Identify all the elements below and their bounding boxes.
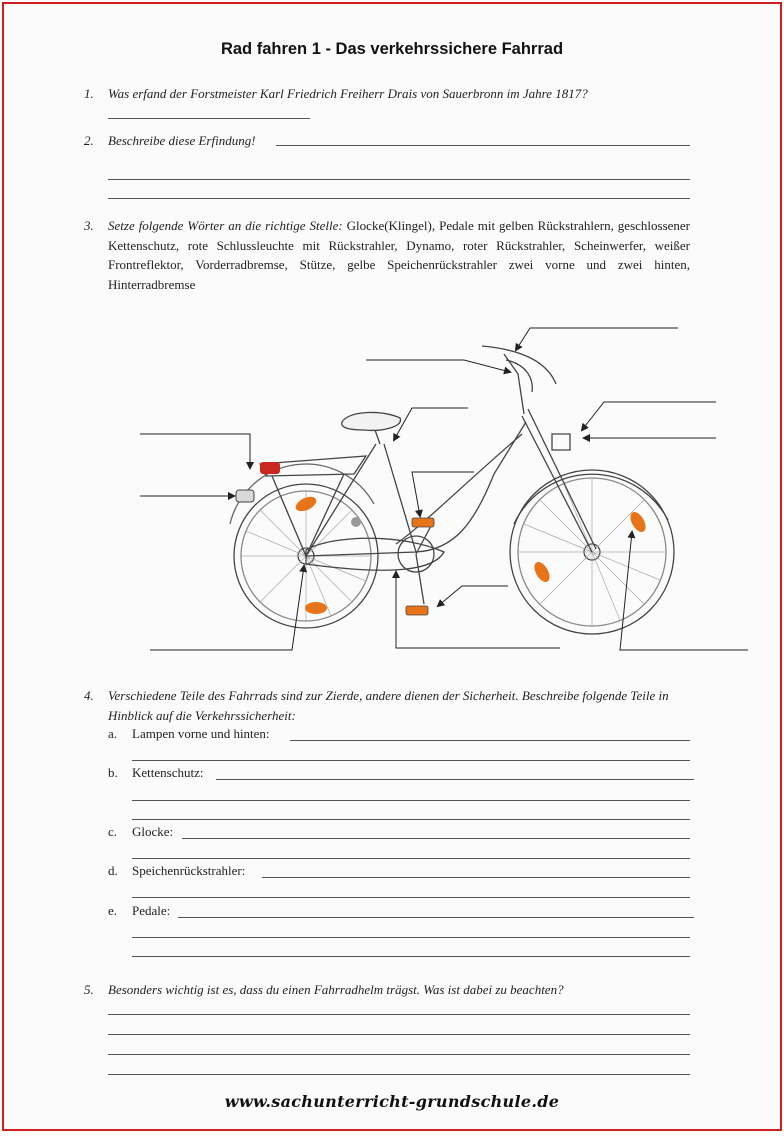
sub-label: Kettenschutz: — [132, 765, 204, 780]
answer-line[interactable] — [178, 917, 694, 918]
sub-label: Speichenrückstrahler: — [132, 863, 246, 878]
pedal-reflector — [412, 518, 434, 527]
sub-letter: d. — [108, 863, 118, 878]
answer-line[interactable] — [132, 800, 690, 801]
question-lead: Setze folgende Wörter an die richtige Stelle: — [108, 218, 343, 233]
answer-line[interactable] — [108, 1034, 690, 1035]
tail-light — [260, 462, 280, 474]
answer-line[interactable] — [132, 819, 690, 820]
answer-line[interactable] — [182, 838, 690, 839]
answer-line[interactable] — [132, 956, 690, 957]
question-5 — [84, 980, 690, 1000]
answer-line[interactable] — [108, 1054, 690, 1055]
sub-label: Lampen vorne und hinten: — [132, 726, 270, 741]
label-line-handlebar[interactable] — [516, 328, 678, 350]
label-line-spoke-reflector[interactable] — [620, 532, 748, 650]
question-number: 5. — [84, 982, 94, 997]
page-title: Rad fahren 1 - Das verkehrssichere Fahrrad — [220, 40, 564, 58]
answer-line[interactable] — [132, 937, 690, 938]
sub-letter: b. — [108, 765, 118, 780]
footer-website[interactable]: www.sachunterricht-grundschule.de — [224, 1092, 560, 1111]
spoke-reflector — [305, 602, 327, 614]
answer-line[interactable] — [108, 1014, 690, 1015]
chain-guard — [306, 538, 444, 570]
question-number: 1. — [84, 86, 94, 101]
saddle — [342, 412, 401, 430]
bicycle — [230, 346, 674, 634]
headlight — [552, 434, 570, 450]
sub-letter: c. — [108, 824, 118, 839]
label-line-rear-hub[interactable] — [150, 566, 304, 650]
sub-letter: a. — [108, 726, 118, 741]
worksheet-page — [2, 2, 782, 1131]
label-line-headlight[interactable] — [582, 402, 716, 430]
sub-letter: e. — [108, 903, 118, 918]
question-text: Beschreibe diese Erfindung! — [108, 133, 256, 148]
word-list: Glocke(Klingel), Pedale mit gelben Rückstrahlern, geschlossener Kettenschutz, rote Schlussleuchte mit Rückstrahler, Dynamo, roter Rückstrahler, Scheinwerfer, weißer Frontreflektor, Vorderradbremse, Stütze, gelbe Speichenrückstrahler zwei vorne und zwei hinten, Hinterradbremse — [108, 218, 691, 292]
question-text: Was erfand der Forstmeister Karl Friedrich Freiherr Drais von Sauerbronn im Jahre 1817? — [108, 86, 588, 101]
label-line-brake[interactable] — [366, 360, 510, 372]
spoke-reflector — [531, 559, 552, 584]
question-number: 2. — [84, 133, 94, 148]
sub-label: Glocke: — [132, 824, 174, 839]
sub-label: Pedale: — [132, 903, 171, 918]
label-line-tail-light[interactable] — [140, 434, 250, 468]
answer-line[interactable] — [132, 760, 690, 761]
answer-line[interactable] — [132, 897, 690, 898]
question-text: Besonders wichtig ist es, dass du einen Fahrradhelm trägst. Was ist dabei zu beachten? — [108, 982, 564, 997]
question-text: Verschiedene Teile des Fahrrads sind zur Zierde, andere dienen der Sicherheit. Beschreibe folgende Teile in Hinblick auf die Verkehrssicherheit: — [108, 688, 669, 723]
answer-line[interactable] — [262, 877, 690, 878]
question-number: 4. — [84, 688, 94, 703]
label-line-pedal[interactable] — [412, 472, 474, 516]
answer-line[interactable] — [290, 740, 690, 741]
label-line-lower-pedal[interactable] — [438, 586, 508, 606]
answer-line[interactable] — [216, 779, 694, 780]
pedal-reflector — [406, 606, 428, 615]
bicycle-illustration — [4, 4, 784, 1137]
question-4 — [84, 686, 690, 725]
label-line-saddle[interactable] — [394, 408, 468, 440]
dynamo — [351, 517, 361, 527]
answer-line[interactable] — [108, 1074, 690, 1075]
rear-reflector — [236, 490, 254, 502]
question-number: 3. — [84, 218, 94, 233]
answer-line[interactable] — [132, 858, 690, 859]
